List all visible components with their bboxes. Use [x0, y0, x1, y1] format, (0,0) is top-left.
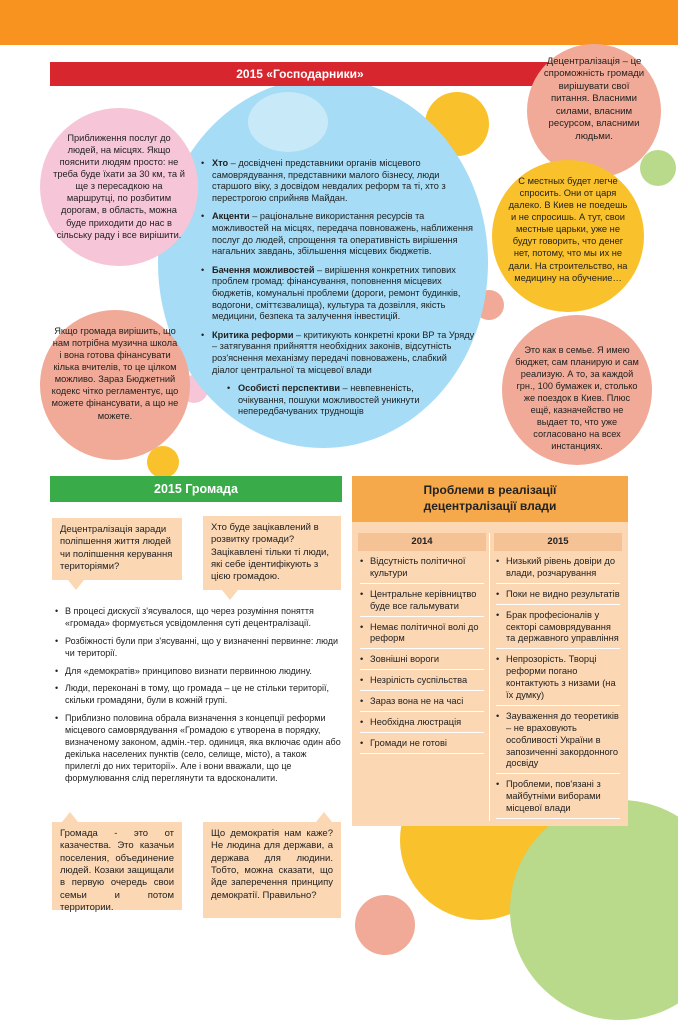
problems-title: Проблеми в реалізації децентралізації влади: [423, 483, 557, 513]
note-hromada-cossacks: Громада - это от казачества. Это казачьи поселения, объединение людей. Козаки защищали в первую очередь свои семьи и потом территории.: [52, 822, 182, 910]
bubble-decentralization-text: Децентралізація – це спроможність громади вирішувати свої питання. Власними силами, власним ресурсом, власними людьми.: [543, 56, 645, 142]
problem-2015-item: • Зауваження до теоретиків – не враховують особливості України в запозиченні закордонного досвіду: [496, 711, 620, 774]
problem-2014-item: • Немає політичної волі до реформ: [360, 622, 484, 650]
problem-2015-item: • Брак професіоналів у секторі самоврядування та державного управління: [496, 610, 620, 650]
deco-circle-green-right: [640, 150, 676, 186]
header-2015-hospodarnyky: [50, 62, 550, 86]
main-item: • Хто – досвідчені представники органів місцевого самоврядування, представники малого бізнесу, люди старшого віку, з досвідом невдалих реформ та ті, хто з перестрогою сприйняв Майдан.: [212, 158, 475, 204]
problems-title-bar: [352, 476, 628, 522]
main-item: • Бачення можливостей – вирішення конкретних типових проблем громад: фінансування, поповнення місцевих бюджетів, комунальні проблеми (дороги, ремонт будинків, водогони, сміттєзвалища), культура та дозвілля, якість медицини, безпека та залучення інвестицій.: [212, 265, 475, 323]
deco-circle-salmon-bottom: [355, 895, 415, 955]
bubble-salmon-left-text: Якщо громада вирішить, що нам потрібна музична школа і вона готова фінансувати кілька вчителів, то це цілком можливо. Зараз Бюджетний кодекс чітко регламентує, що можете фінансувати, а що не можете.: [51, 326, 179, 421]
main-sub-item: • Особисті перспективи – невпевненість, очікування, пошуки можливостей уникнути непередбачуваних труднощів: [227, 383, 420, 417]
problem-2015-item: • Низький рівень довіри до влади, розчарування: [496, 556, 620, 584]
problems-col-header-2015: 2015: [494, 533, 622, 551]
problem-2015-item: • Поки не видно результатів: [496, 589, 620, 605]
problem-2014-item: • Громади не готові: [360, 738, 484, 754]
problem-2014-item: • Центральне керівництво буде все гальмувати: [360, 589, 484, 617]
main-item: • Акценти – раціональне використання ресурсів та можливостей на місцях, передача повноважень, наближення послуг до людей, спрощення та оперативність вирішення нагальних завдань, збільшення місцевих бюджетів.: [212, 211, 475, 257]
blue-circle-highlight: [248, 92, 328, 152]
note-tail: [62, 812, 78, 822]
note-tail: [68, 580, 84, 590]
problem-2014-item: • Зовнішні вороги: [360, 654, 484, 670]
problems-col-header-2014: 2014: [358, 533, 486, 551]
header-2015-hromada-title: 2015 Громада: [154, 482, 238, 496]
problem-2014-item: • Відсутність політичної культури: [360, 556, 484, 584]
list-item: • Приблизно половина обрала визначення з концепції реформи місцевого самоврядування «Громадою є утворена в порядку, визначеному законом, адмін.-тер. одиниця, яка включає один або декілька населених пунктів (село, селище, місто), а також прилеглі до них території». Але і вони вважали, що це формулювання слід переглянути та вдосконалити.: [65, 713, 344, 784]
main-circle-content: [200, 158, 475, 418]
deco-circle-yellow-left: [147, 446, 179, 478]
bubble-pink-left-text: Приближення послуг до людей, на місцях. Якщо пояснити людям просто: не треба буде їхати за 30 км, та й ще з пересадкою на маршрутці, по розбитим дорогам, в область, можна буде приходити до нас в сільську раду і все вирішити.: [53, 133, 185, 240]
note-who-interested: Хто буде зацікавлений в розвитку громади? Зацікавлені тільки ті люди, які себе ідентифікують з цією громадою.: [203, 516, 341, 590]
bubble-salmon-right-text: Это как в семье. Я имею бюджет, сам планирую и сам реализую. А то, за каждой грн., 100 бумажек и, столько же поездок в Киев. Плюс ещё, казначейство не выдает то, что уже согласовано на всех инстанциях.: [515, 345, 639, 451]
problem-2014-item: • Зараз вона не на часі: [360, 696, 484, 712]
top-banner: [0, 0, 678, 45]
hromada-list: [54, 606, 344, 784]
bubble-yellow-right-text: С местных будет легче спросить. Они от царя далеко. В Киев не поедешь и не спросишь. А тут, свои местные царьки, уже не будут говорить, что денег нет, потому, что мы их не дали. На строительство, на медицину на обучение…: [508, 176, 628, 283]
problem-2014-item: • Необхідна люстрація: [360, 717, 484, 733]
main-circle-list: [200, 158, 475, 376]
problems-column-divider: [489, 533, 490, 821]
header-2015-hromada: [50, 476, 342, 502]
note-tail: [222, 590, 238, 600]
note-democracy: Що демократія нам каже? Не людина для держави, а держава для людини. Тобто, можна сказати, що йде заперечення принципу демократії. Правильно?: [203, 822, 341, 918]
list-item: • Для «демократів» принципово визнати первинною людину.: [65, 666, 344, 678]
main-item: • Критика реформи – критикують конкретні кроки ВР та Уряду – затягування прийняття необхідних законів, відсутність роз'яснення механізму передачі повноважень, слабкий діалог центральної та місцевої влади: [212, 330, 475, 376]
problem-2015-item: • Проблеми, пов'язані з майбутніми виборами місцевої влади: [496, 779, 620, 819]
hromada-list-container: [54, 606, 344, 790]
problem-2014-item: • Незрілість суспільства: [360, 675, 484, 691]
header-2015-hospodarnyky-title: 2015 «Господарники»: [236, 67, 364, 81]
list-item: • В процесі дискусії з'ясувалося, що через розуміння поняття «громада» формується усвідомлення суті децентралізації.: [65, 606, 344, 630]
note-decentralization-question: Децентралізація заради поліпшення життя людей чи поліпшення керування територіями?: [52, 518, 182, 580]
list-item: • Люди, переконані в тому, що громада – це не стільки території, скільки громадяни, були в кожній групі.: [65, 683, 344, 707]
problems-col-2014: [360, 556, 484, 759]
problems-col-2015: [496, 556, 620, 824]
list-item: • Розбіжності були при з'ясуванні, що у визначенні первинне: люди чи території.: [65, 636, 344, 660]
note-tail: [316, 812, 332, 822]
problem-2015-item: • Непрозорість. Творці реформи погано контактують з низами (на їх думку): [496, 654, 620, 706]
